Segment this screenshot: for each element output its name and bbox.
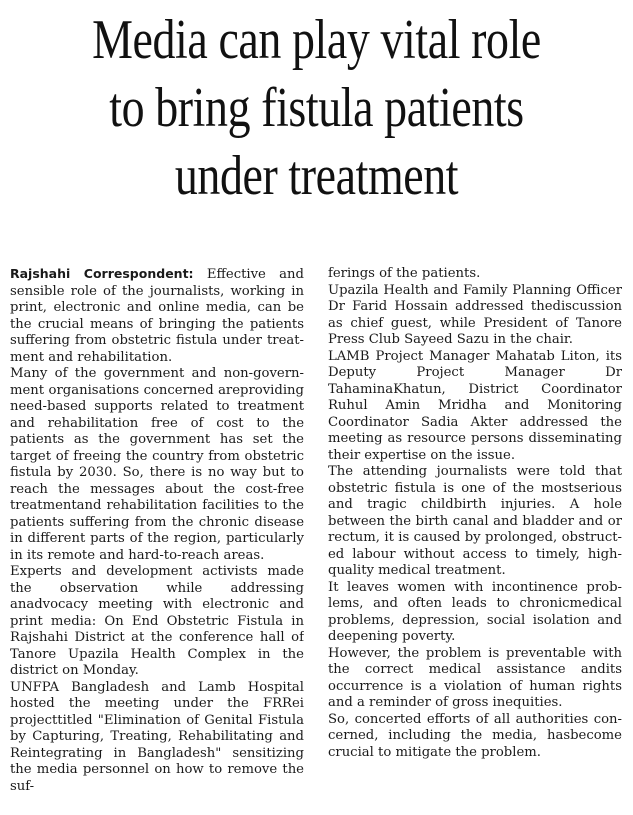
paragraph: Experts and development activists made the observation while addressing anadvocacy meeting with electronic and print media: On End Obstetric Fistula in Rajshahi District at the conference hall of Tanore Upazila Health Complex in the district on Monday. [10, 564, 304, 678]
headline-line-3: under treatment [174, 145, 459, 207]
left-column [10, 266, 304, 811]
lead-text: Effective and sensible role of the journalists, working in print, electronic and online media, can be the crucial means of bringing the patients suffering from obstetric fistula under treatment and rehabilitation. [10, 267, 304, 365]
paragraph: Many of the government and non-government organisations concerned areproviding need-based supports related to treatment and rehabilitation free of cost to the patients as the government has set the target of freeing the country from obstetric fistula by 2030. So, there is no way but to reach the messages about the cost-free treatmentand rehabilitation facilities to the patients suffering from the chronic disease in different parts of the region, particularly in its remote and hard-to-reach areas. [10, 366, 304, 563]
byline: Rajshahi Correspondent: [10, 266, 194, 281]
headline [57, 6, 576, 210]
paragraph: However, the problem is preventable with the correct medical assistance andits occurrence is a violation of human rights and a reminder of gross inequities. [328, 645, 622, 710]
paragraph-lead [10, 266, 304, 366]
paragraph: LAMB Project Manager Mahatab Liton, its Deputy Project Manager Dr TahaminaKhatun, District Coordinator Ruhul Amin Mridha and Monitoring Coordinator Sadia Akter addressed the meeting as resource persons disseminating their expertise on the issue. [328, 348, 622, 463]
headline-line-1: Media can play vital role [92, 9, 541, 71]
paragraph: The attending journalists were told that obstetric fistula is one of the mostserious and tragic childbirth injuries. A hole between the birth canal and bladder and or rectum, it is caused by prolonged, obstructed labour without access to timely, high-quality medical treatment. [328, 464, 622, 578]
paragraph: It leaves women with incontinence problems, and often leads to chronicmedical problems, depression, social isolation and deepening poverty. [328, 579, 622, 644]
paragraph: ferings of the patients. [328, 266, 481, 281]
paragraph: UNFPA Bangladesh and Lamb Hospital hosted the meeting under the FRRei projecttitled "Elimination of Genital Fistula by Capturing, Treating, Rehabilitating and Reintegrating in Bangladesh" sensitizing the media personnel on how to remove the suf- [10, 679, 304, 794]
article-body [10, 266, 622, 811]
paragraph: So, concerted efforts of all authorities concerned, including the media, hasbecome crucial to mitigate the problem. [328, 711, 622, 760]
paragraph: Upazila Health and Family Planning Officer Dr Farid Hossain addressed thediscussion as chief guest, while President of Tanore Press Club Sayeed Sazu in the chair. [328, 282, 622, 347]
headline-line-2: to bring fistula patients [109, 77, 524, 139]
right-column [328, 266, 622, 811]
